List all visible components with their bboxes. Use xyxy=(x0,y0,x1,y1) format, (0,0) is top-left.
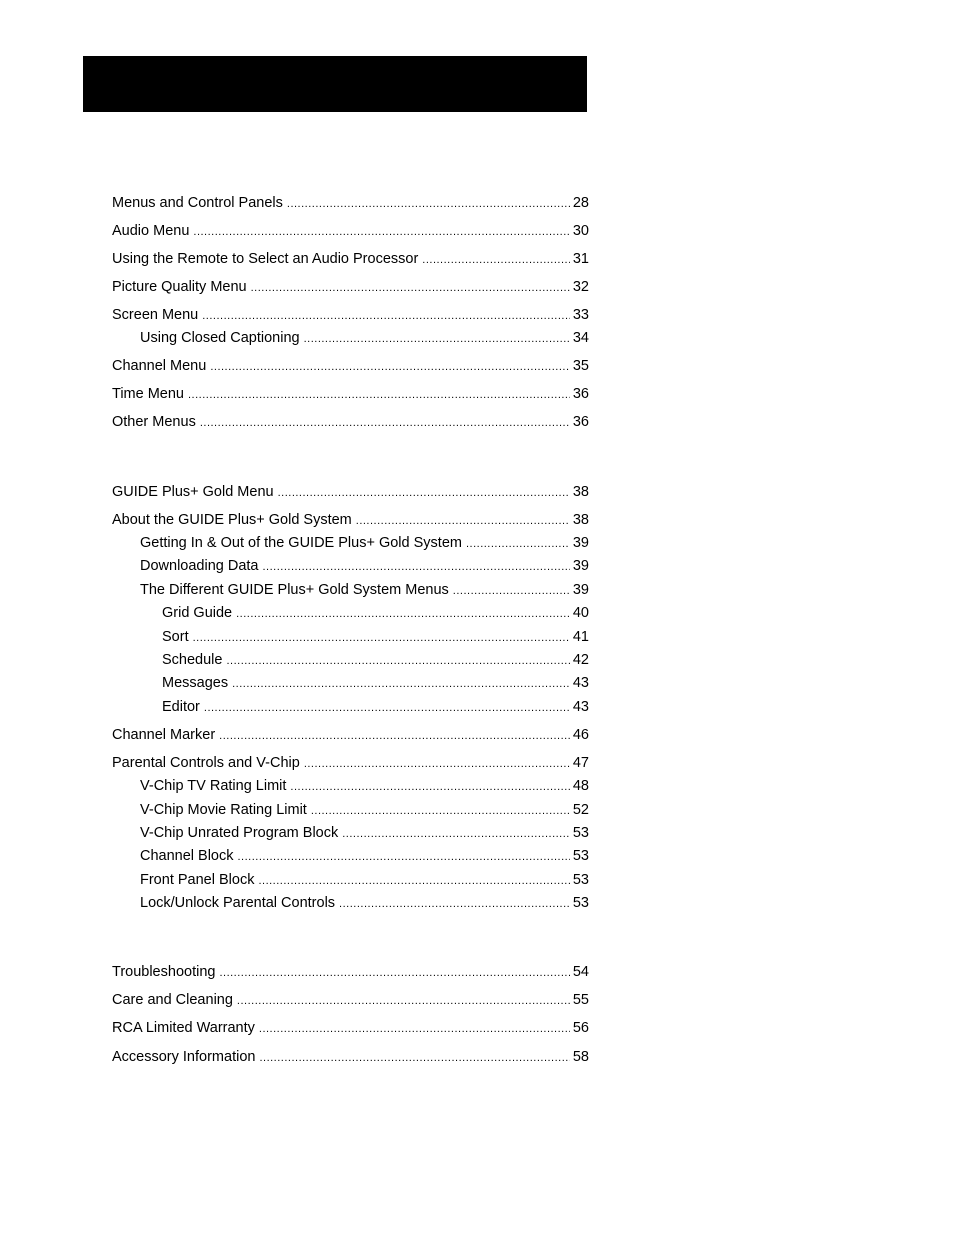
dot-leader xyxy=(287,195,570,213)
dot-leader xyxy=(304,755,570,773)
toc-entry-page: 28 xyxy=(572,195,589,211)
dot-leader xyxy=(304,330,570,348)
toc-entry-page: 55 xyxy=(572,992,589,1008)
toc-entry[interactable] xyxy=(112,1019,589,1038)
toc-entry-title: About the GUIDE Plus+ Gold System xyxy=(112,512,352,528)
dot-leader xyxy=(342,825,570,843)
dot-leader xyxy=(263,558,570,576)
dot-leader xyxy=(226,652,569,670)
toc-entry-title: Front Panel Block xyxy=(140,872,255,888)
toc-entry-title: Picture Quality Menu xyxy=(112,279,247,295)
toc-entry-page: 33 xyxy=(572,307,589,323)
toc-entry-page: 41 xyxy=(572,629,589,645)
toc-entry-title: Editor xyxy=(162,699,200,715)
header-bar xyxy=(83,56,587,112)
toc-entry-title: Audio Menu xyxy=(112,223,190,239)
dot-leader xyxy=(466,535,570,553)
toc-entry-page: 31 xyxy=(572,251,589,267)
toc-entry-page: 53 xyxy=(572,825,589,841)
toc-entry[interactable] xyxy=(112,726,589,745)
toc-entry-page: 53 xyxy=(572,872,589,888)
toc-entry[interactable] xyxy=(112,413,589,432)
dot-leader xyxy=(219,727,570,745)
toc-entry-title: Care and Cleaning xyxy=(112,992,233,1008)
toc-entry-page: 56 xyxy=(572,1020,589,1036)
toc-entry-page: 46 xyxy=(572,727,589,743)
toc-entry-title: V-Chip Movie Rating Limit xyxy=(140,802,307,818)
dot-leader xyxy=(251,279,570,297)
toc-entry-title: Grid Guide xyxy=(162,605,233,621)
toc-entry[interactable] xyxy=(140,847,589,866)
dot-leader xyxy=(453,582,570,600)
toc-entry[interactable] xyxy=(140,777,589,796)
toc-entry-title: Other Menus xyxy=(112,414,196,430)
toc-entry[interactable] xyxy=(112,385,589,404)
toc-entry[interactable] xyxy=(112,278,589,297)
toc-entry[interactable] xyxy=(140,534,589,553)
dot-leader xyxy=(210,358,570,376)
dot-leader xyxy=(200,414,570,432)
toc-entry-title: Getting In & Out of the GUIDE Plus+ Gold System xyxy=(140,535,462,551)
toc-entry-page: 53 xyxy=(572,848,589,864)
toc-entry[interactable] xyxy=(112,357,589,376)
toc-entry-page: 42 xyxy=(572,652,589,668)
toc-entry[interactable] xyxy=(112,222,589,241)
dot-leader xyxy=(290,778,569,796)
toc-entry-title: GUIDE Plus+ Gold Menu xyxy=(112,484,274,500)
toc-entry-page: 48 xyxy=(572,778,589,794)
dot-leader xyxy=(238,848,570,866)
toc-entry[interactable] xyxy=(140,329,589,348)
toc-entry[interactable] xyxy=(140,581,589,600)
toc-entry[interactable] xyxy=(140,801,589,820)
toc-entry-title: Screen Menu xyxy=(112,307,199,323)
toc-entry-page: 54 xyxy=(572,964,589,980)
toc-entry-page: 52 xyxy=(572,802,589,818)
toc-entry[interactable] xyxy=(112,1048,589,1067)
toc-entry-title: Using Closed Captioning xyxy=(140,330,300,346)
toc-entry-title: Downloading Data xyxy=(140,558,259,574)
dot-leader xyxy=(259,1020,570,1038)
toc-entry[interactable] xyxy=(162,674,589,693)
dot-leader xyxy=(193,629,570,647)
dot-leader xyxy=(422,251,570,269)
toc-entry[interactable] xyxy=(112,306,589,325)
toc-entry-page: 34 xyxy=(572,330,589,346)
dot-leader xyxy=(204,699,570,717)
toc-entry-page: 32 xyxy=(572,279,589,295)
dot-leader xyxy=(278,484,570,502)
toc-entry[interactable] xyxy=(162,628,589,647)
toc-entry-title: Time Menu xyxy=(112,386,184,402)
toc-entry-page: 53 xyxy=(572,895,589,911)
toc-entry[interactable] xyxy=(112,963,589,982)
toc-entry[interactable] xyxy=(140,871,589,890)
toc-entry-title: Menus and Control Panels xyxy=(112,195,283,211)
dot-leader xyxy=(193,223,569,241)
toc-entry-title: Parental Controls and V-Chip xyxy=(112,755,300,771)
toc-entry[interactable] xyxy=(140,824,589,843)
toc-entry-page: 35 xyxy=(572,358,589,374)
dot-leader xyxy=(311,802,570,820)
toc-entry[interactable] xyxy=(112,511,589,530)
toc-entry-page: 58 xyxy=(572,1049,589,1065)
toc-entry-title: Accessory Information xyxy=(112,1049,256,1065)
toc-entry[interactable] xyxy=(162,604,589,623)
toc-entry[interactable] xyxy=(140,557,589,576)
toc-entry-title: Troubleshooting xyxy=(112,964,216,980)
toc-entry-page: 30 xyxy=(572,223,589,239)
dot-leader xyxy=(339,895,570,913)
toc-entry-title: V-Chip TV Rating Limit xyxy=(140,778,287,794)
toc-entry-page: 39 xyxy=(572,558,589,574)
toc-entry[interactable] xyxy=(112,250,589,269)
toc-entry[interactable] xyxy=(112,194,589,213)
dot-leader xyxy=(259,1049,569,1067)
toc-entry-title: RCA Limited Warranty xyxy=(112,1020,255,1036)
toc-entry-page: 47 xyxy=(572,755,589,771)
dot-leader xyxy=(219,964,569,982)
toc-entry-title: Sort xyxy=(162,629,189,645)
dot-leader xyxy=(232,675,570,693)
toc-entry-page: 36 xyxy=(572,414,589,430)
toc-entry-page: 39 xyxy=(572,582,589,598)
toc-entry-page: 40 xyxy=(572,605,589,621)
toc-entry-page: 36 xyxy=(572,386,589,402)
toc-entry[interactable] xyxy=(140,894,589,913)
toc-entry-page: 38 xyxy=(572,484,589,500)
toc-entry-title: V-Chip Unrated Program Block xyxy=(140,825,339,841)
toc-entry[interactable] xyxy=(162,651,589,670)
toc-entry-title: Channel Marker xyxy=(112,727,216,743)
toc-entry-page: 43 xyxy=(572,699,589,715)
toc-entry[interactable] xyxy=(112,991,589,1010)
toc-entry-title: Using the Remote to Select an Audio Processor xyxy=(112,251,419,267)
toc-entry-title: Messages xyxy=(162,675,229,691)
dot-leader xyxy=(188,386,570,404)
dot-leader xyxy=(202,307,570,325)
dot-leader xyxy=(236,605,570,623)
toc-entry[interactable] xyxy=(112,754,589,773)
toc-entry-title: Channel Menu xyxy=(112,358,207,374)
dot-leader xyxy=(356,512,570,530)
toc-entry-page: 39 xyxy=(572,535,589,551)
toc-entry-title: Schedule xyxy=(162,652,223,668)
toc-entry[interactable] xyxy=(162,698,589,717)
toc-entry-page: 43 xyxy=(572,675,589,691)
toc-entry-page: 38 xyxy=(572,512,589,528)
toc-entry-title: Lock/Unlock Parental Controls xyxy=(140,895,336,911)
dot-leader xyxy=(237,992,570,1010)
toc-entry-title: Channel Block xyxy=(140,848,234,864)
toc-entry[interactable] xyxy=(112,483,589,502)
toc-entry-title: The Different GUIDE Plus+ Gold System Menus xyxy=(140,582,449,598)
dot-leader xyxy=(258,872,569,890)
